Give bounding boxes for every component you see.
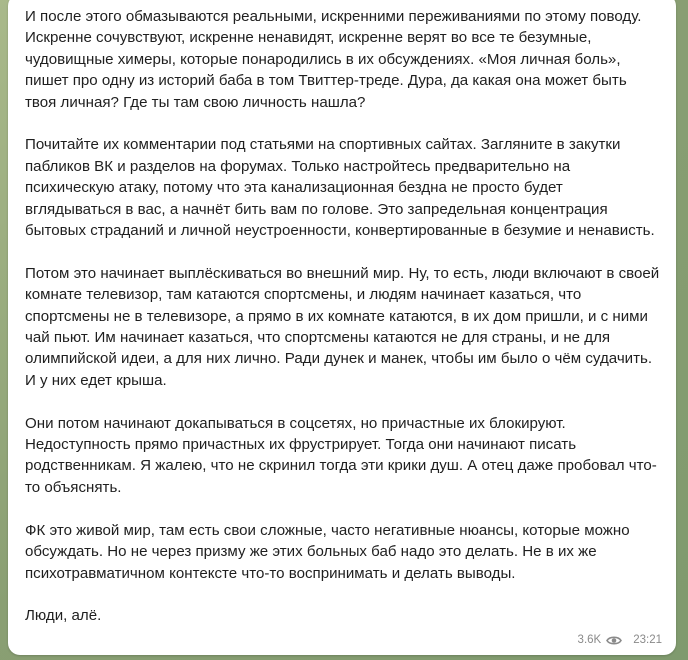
- message-paragraph: ФК это живой мир, там есть свои сложные, часто негативные нюансы, которые можно обсуждать. Но не через призму же этих больных баб надо это делать. Не в их же психотравматичном контексте что-то воспринимать и делать выводы.: [25, 521, 630, 582]
- message-time: 23:21: [633, 634, 662, 646]
- message-paragraph: Потом это начинает выплёскиваться во внешний мир. Ну, то есть, люди включают в своей комнате телевизор, там катаются спортсмены, и людям начинает казаться, что спортсмены не в телевизоре, а прямо в их комнате катаются, в их дом пришли, и с ними чай пьют. Им начинает казаться, что спортсмены катаются не для страны, и не для олимпийской идеи, а для них лично. Ради дунек и манек, чтобы им было о чём судачить. И у них едет крыша.: [25, 264, 660, 389]
- message-paragraph: Люди, алё.: [25, 607, 102, 625]
- eye-icon: [606, 635, 622, 646]
- message-bubble: [8, 0, 676, 655]
- message-meta: [578, 634, 662, 646]
- message-paragraph: Они потом начинают докапываться в соцсетях, но причастные их блокируют. Недоступность прямо причастных их фрустрирует. Тогда они начинают писать родственникам. Я жалею, что не скринил тогда эти крики душ. А отец даже пробовал что-то объяснять.: [25, 414, 657, 496]
- message-paragraph: Почитайте их комментарии под статьями на спортивных сайтах. Загляните в закутки пабликов ВК и разделов на форумах. Только настройтесь предварительно на психическую атаку, потому что эта канализационная бездна не просто будет вглядываться в вас, а начнёт бить вам по голове. Это запредельная концентрация бытовых страданий и личной неустроенности, конвертированные в безумие и ненависть.: [25, 136, 655, 240]
- view-count: 3.6K: [577, 634, 602, 646]
- message-text: [25, 6, 660, 627]
- message-paragraph: И после этого обмазываются реальными, искренними переживаниями по этому поводу. Искренне сочувствуют, искренне ненавидят, искренне верят во все те безумные, чудовищные химеры, которые понародились в их обсуждениях. «Моя личная боль», пишет про одну из историй баба в том Твиттер-треде. Дура, да какая она может быть твоя личная? Где ты там свою личность нашла?: [25, 8, 642, 111]
